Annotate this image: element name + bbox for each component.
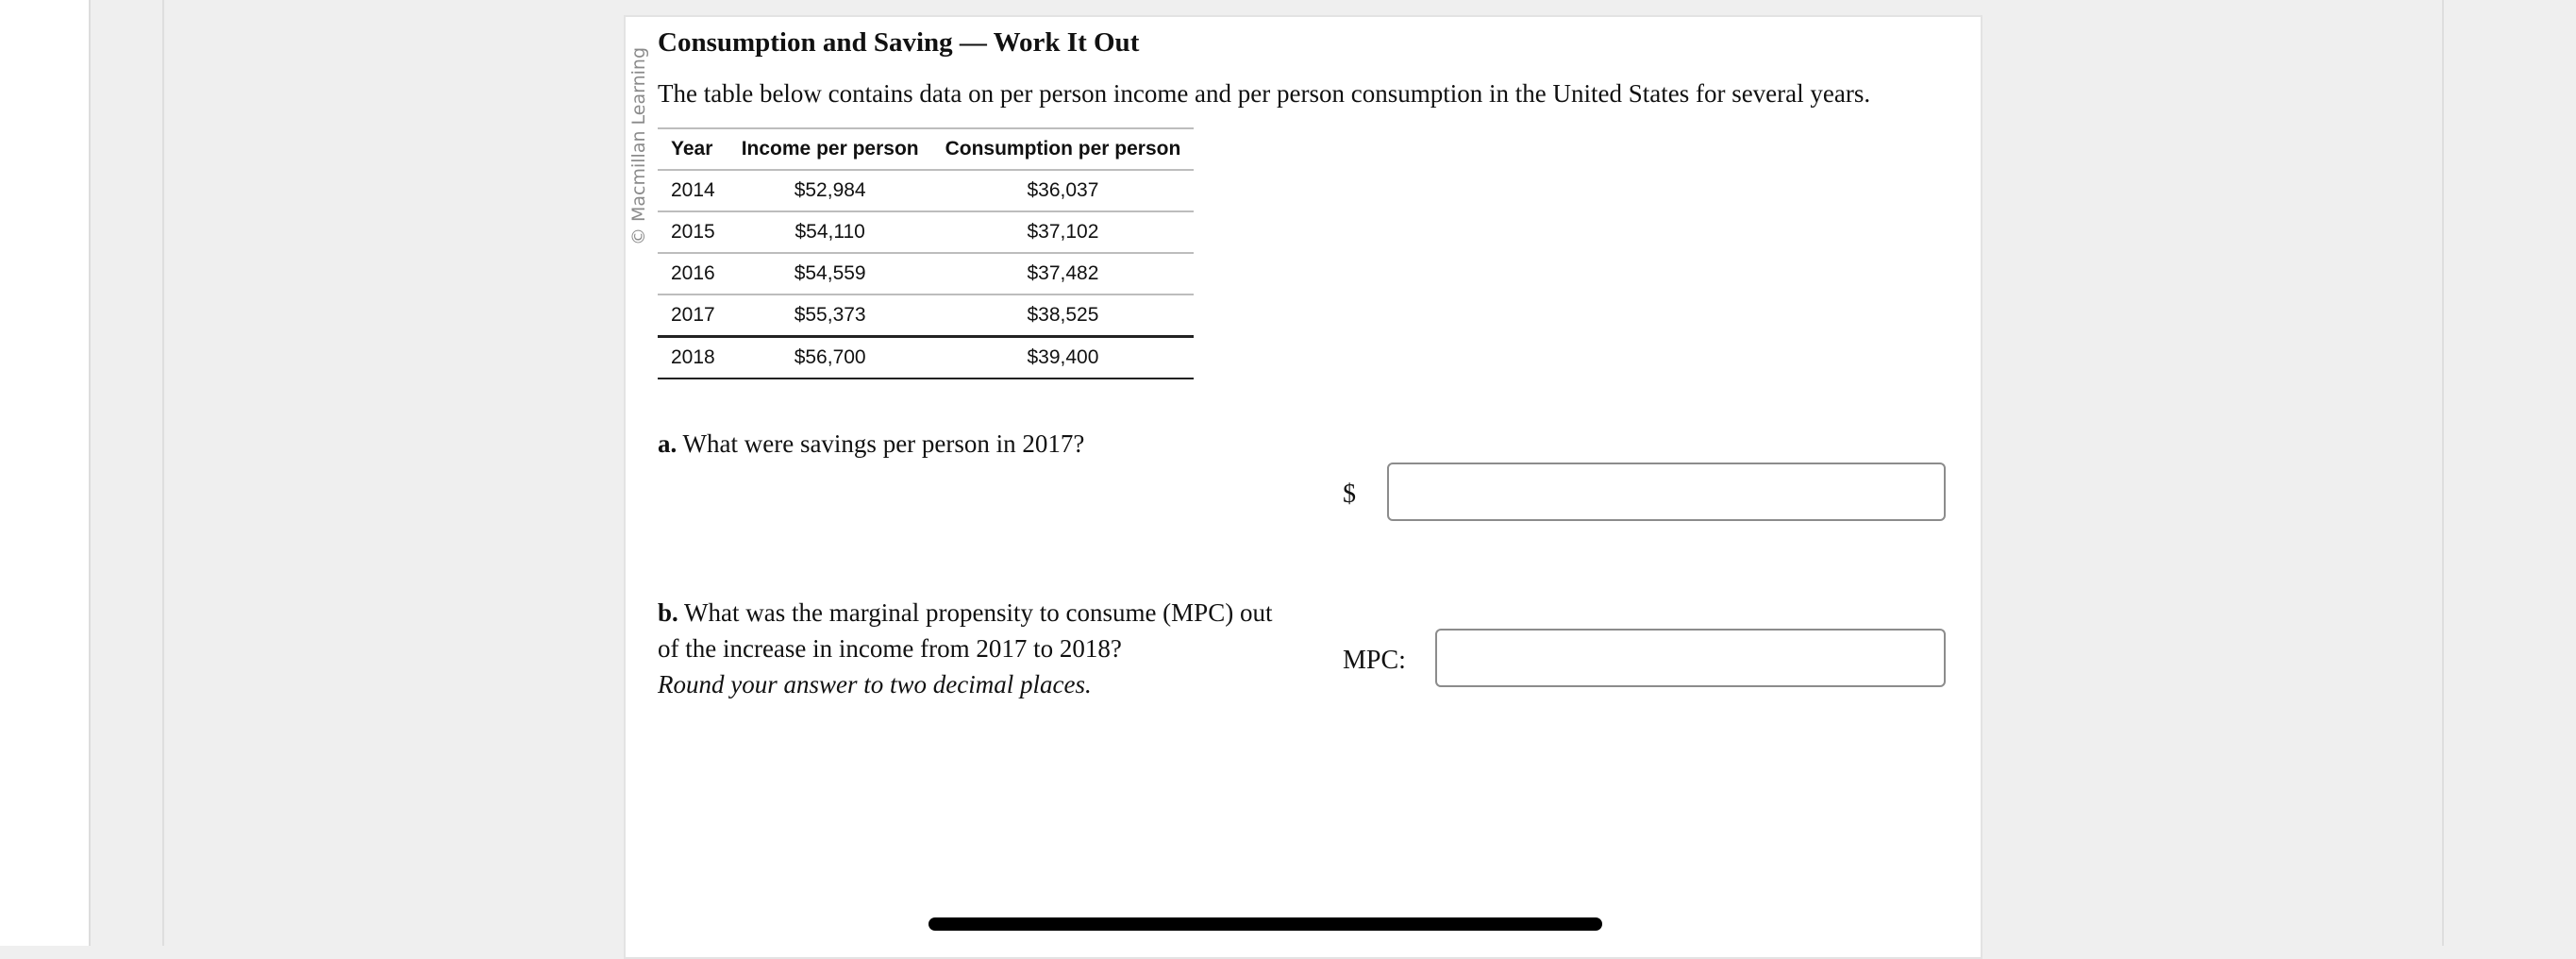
cell-year: 2017 [658, 294, 728, 337]
cell-year: 2014 [658, 170, 728, 211]
cell-income: $56,700 [728, 337, 932, 379]
question-a [658, 429, 1084, 459]
cell-income: $54,559 [728, 253, 932, 294]
cell-year: 2015 [658, 211, 728, 253]
header-income: Income per person [728, 128, 932, 170]
cell-income: $52,984 [728, 170, 932, 211]
table-row [658, 211, 1194, 253]
question-a-text: What were savings per person in 2017? [682, 429, 1085, 458]
table-row [658, 170, 1194, 211]
table-header-row [658, 128, 1194, 170]
cell-consumption: $38,525 [932, 294, 1195, 337]
question-b [658, 595, 1318, 702]
cell-year: 2016 [658, 253, 728, 294]
cell-consumption: $37,102 [932, 211, 1195, 253]
scrollbar-handle[interactable] [928, 917, 1602, 931]
left-rail [0, 0, 91, 946]
header-year: Year [658, 128, 728, 170]
cell-income: $54,110 [728, 211, 932, 253]
question-b-text-line2: of the increase in income from 2017 to 2018? [658, 634, 1122, 663]
question-a-label: a. [658, 429, 677, 458]
page-title: Consumption and Saving — Work It Out [658, 27, 1140, 58]
cell-year: 2018 [658, 337, 728, 379]
cell-consumption: $37,482 [932, 253, 1195, 294]
copyright-watermark [627, 47, 651, 245]
mpc-prefix: MPC: [1343, 646, 1406, 675]
header-consumption: Consumption per person [932, 128, 1195, 170]
cell-consumption: $36,037 [932, 170, 1195, 211]
question-b-text-line1: What was the marginal propensity to consume (MPC) out [684, 598, 1273, 627]
table-row [658, 294, 1194, 337]
savings-answer-input[interactable] [1387, 463, 1946, 521]
intro-text: The table below contains data on per person income and per person consumption in the United States for several years. [658, 79, 1871, 108]
table-row [658, 337, 1194, 379]
table-row [658, 253, 1194, 294]
question-b-instruction: Round your answer to two decimal places. [658, 670, 1092, 698]
dollar-prefix: $ [1343, 480, 1356, 509]
mpc-answer-input[interactable] [1435, 629, 1946, 687]
cell-income: $55,373 [728, 294, 932, 337]
watermark-text: © Macmillan Learning [628, 46, 650, 246]
question-b-label: b. [658, 598, 678, 627]
question-b-line1 [658, 595, 1318, 631]
cell-consumption: $39,400 [932, 337, 1195, 379]
data-table [658, 127, 1194, 379]
